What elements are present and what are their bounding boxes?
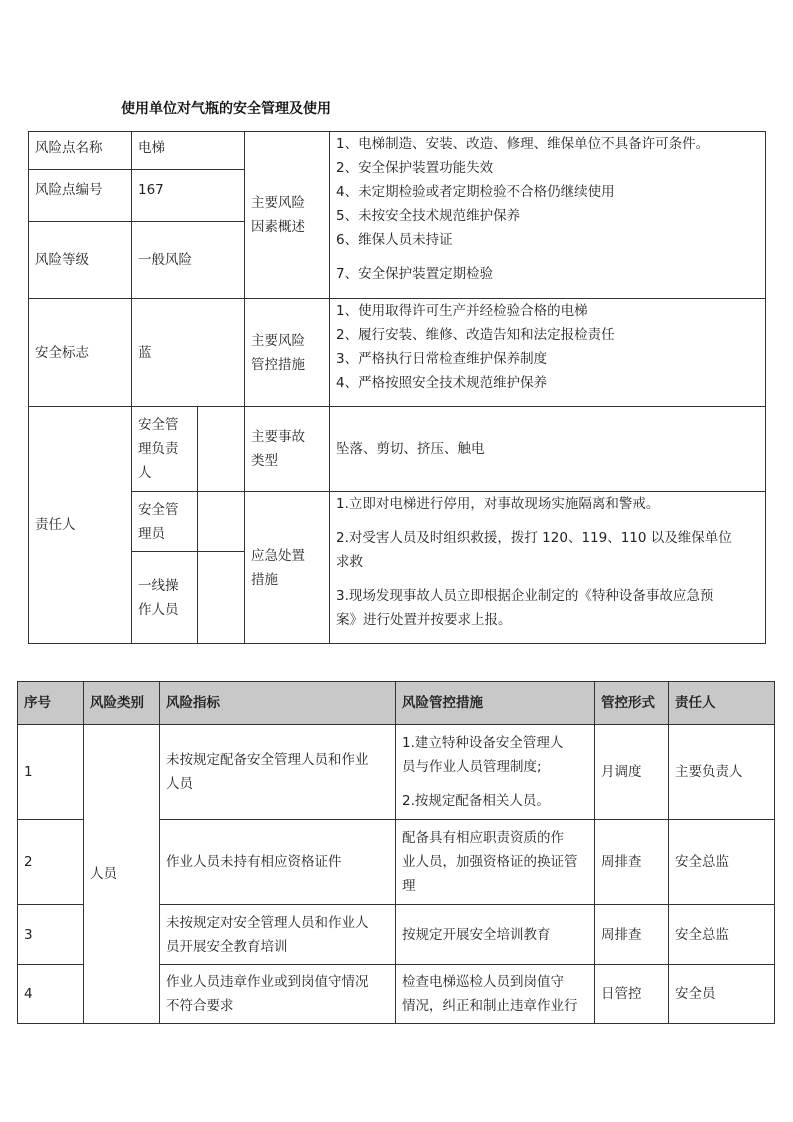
control-form: 日管控 (595, 965, 669, 1024)
row-no: 2 (18, 820, 84, 905)
frontline-operator-label: 一线操 作人员 (132, 552, 198, 644)
safety-sign-label: 安全标志 (29, 299, 132, 407)
row-no: 4 (18, 965, 84, 1024)
risk-point-name-value: 电梯 (132, 132, 245, 170)
header-indicator: 风险指标 (160, 682, 396, 725)
header-no: 序号 (18, 682, 84, 725)
risk-indicator: 未按规定对安全管理人员和作业人 员开展安全教育培训 (160, 905, 396, 965)
risk-point-info-table (28, 131, 766, 644)
risk-control-table (17, 681, 775, 1024)
document-title: 使用单位对气瓶的安全管理及使用 (121, 101, 331, 117)
main-control-measures-label: 主要风险 管控措施 (245, 299, 330, 407)
table-row (18, 725, 775, 820)
control-form: 周排查 (595, 820, 669, 905)
main-accident-type-label: 主要事故 类型 (245, 407, 330, 492)
risk-indicator: 未按规定配备安全管理人员和作业 人员 (160, 725, 396, 820)
safety-admin-label: 安全管 理员 (132, 492, 198, 552)
risk-point-code-value: 167 (132, 170, 245, 222)
risk-category: 人员 (84, 725, 160, 1024)
risk-measure: 按规定开展安全培训教育 (396, 905, 595, 965)
safety-manager-name-cell (198, 407, 245, 492)
main-risk-factors-list: 1、电梯制造、安装、改造、修理、维保单位不具备许可条件。 2、安全保护装置功能失效 4、未定期检验或者定期检验不合格仍继续使用 5、未按安全技术规范维护保养 6、维保人员未持证 7、安全保护装置定期检验 (330, 132, 766, 299)
risk-level-value: 一般风险 (132, 222, 245, 299)
risk-indicator: 作业人员违章作业或到岗值守情况 不符合要求 (160, 965, 396, 1024)
safety-manager-label: 安全管 理负责 人 (132, 407, 198, 492)
header-owner: 责任人 (669, 682, 775, 725)
header-category: 风险类别 (84, 682, 160, 725)
risk-measure: 检查电梯巡检人员到岗值守 情况，纠正和制止违章作业行 (396, 965, 595, 1024)
emergency-measures-list: 1.立即对电梯进行停用，对事故现场实施隔离和警戒。 2.对受害人员及时组织救援，拨打 120、119、110 以及维保单位 求救 3.现场发现事故人员立即根据企业制定的《特种设备事故应急预 案》进行处置并按要求上报。 (330, 492, 766, 644)
row-no: 3 (18, 905, 84, 965)
owner: 安全总监 (669, 905, 775, 965)
risk-level-label: 风险等级 (29, 222, 132, 299)
safety-sign-value: 蓝 (132, 299, 245, 407)
risk-measure: 1.建立特种设备安全管理人 员与作业人员管理制度; 2.按规定配备相关人员。 (396, 725, 595, 820)
safety-admin-name-cell (198, 492, 245, 552)
control-form: 周排查 (595, 905, 669, 965)
control-form: 月调度 (595, 725, 669, 820)
risk-point-code-label: 风险点编号 (29, 170, 132, 222)
risk-measure: 配备具有相应职责资质的作 业人员，加强资格证的换证管 理 (396, 820, 595, 905)
main-risk-factors-label: 主要风险 因素概述 (245, 132, 330, 299)
responsible-person-label: 责任人 (29, 407, 132, 644)
main-accident-type-value: 坠落、剪切、挤压、触电 (330, 407, 766, 492)
header-measure: 风险管控措施 (396, 682, 595, 725)
emergency-measures-label: 应急处置 措施 (245, 492, 330, 644)
owner: 安全总监 (669, 820, 775, 905)
row-no: 1 (18, 725, 84, 820)
header-form: 管控形式 (595, 682, 669, 725)
main-control-measures-list: 1、使用取得许可生产并经检验合格的电梯 2、履行安装、维修、改造告知和法定报检责任 3、严格执行日常检查维护保养制度 4、严格按照安全技术规范维护保养 (330, 299, 766, 407)
risk-indicator: 作业人员未持有相应资格证件 (160, 820, 396, 905)
risk-point-name-label: 风险点名称 (29, 132, 132, 170)
owner: 安全员 (669, 965, 775, 1024)
frontline-operator-name-cell (198, 552, 245, 644)
owner: 主要负责人 (669, 725, 775, 820)
